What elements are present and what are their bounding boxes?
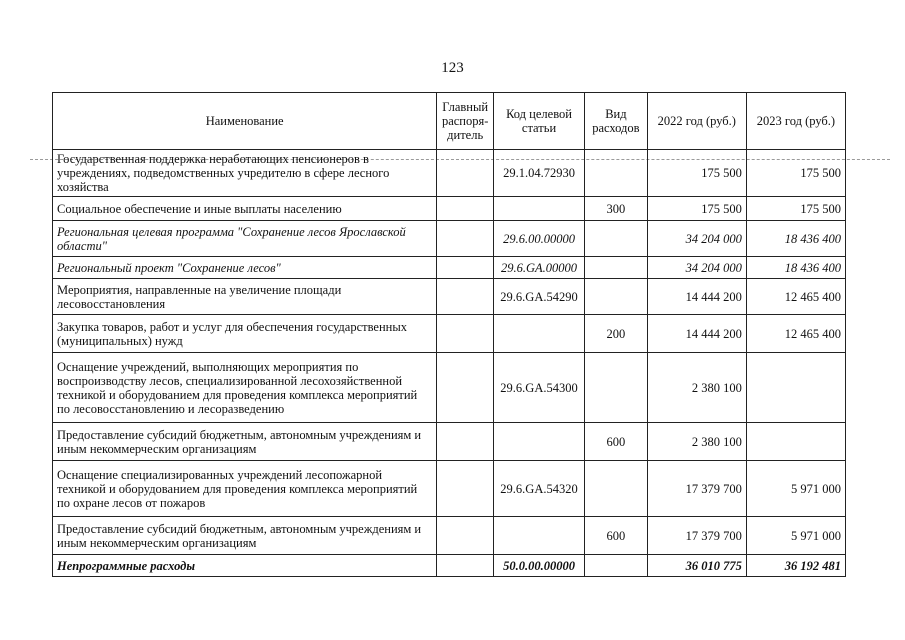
cell-code: 29.6.GA.54320 bbox=[494, 461, 585, 517]
cell-glavny bbox=[437, 423, 494, 461]
cell-y2023: 36 192 481 bbox=[746, 555, 845, 577]
cell-name: Предоставление субсидий бюджетным, автономным учреждениям и иным некоммерческим организациям bbox=[53, 517, 437, 555]
table-row bbox=[53, 555, 846, 577]
table-row bbox=[53, 279, 846, 315]
table-row bbox=[53, 461, 846, 517]
cell-y2023 bbox=[746, 423, 845, 461]
cell-name: Мероприятия, направленные на увеличение площади лесовосстановления bbox=[53, 279, 437, 315]
cell-name: Государственная поддержка неработающих пенсионеров в учреждениях, подведомственных учредителю в сфере лесного хозяйства bbox=[53, 150, 437, 197]
cell-y2023: 175 500 bbox=[746, 150, 845, 197]
cell-name: Закупка товаров, работ и услуг для обеспечения государственных (муниципальных) нужд bbox=[53, 315, 437, 353]
table-row bbox=[53, 197, 846, 221]
cell-y2022: 14 444 200 bbox=[647, 279, 746, 315]
cell-name: Оснащение учреждений, выполняющих мероприятия по воспроизводству лесов, специализированной лесохозяйственной техникой и оборудованием для проведения комплекса мероприятий по лесовосстановлению и лесоразведению bbox=[53, 353, 437, 423]
cell-vid: 200 bbox=[585, 315, 648, 353]
table-body bbox=[53, 150, 846, 577]
cell-glavny bbox=[437, 221, 494, 257]
header-2022: 2022 год (руб.) bbox=[647, 93, 746, 150]
table-row bbox=[53, 423, 846, 461]
cell-y2022: 17 379 700 bbox=[647, 461, 746, 517]
cell-name: Оснащение специализированных учреждений лесопожарной техникой и оборудованием для проведения комплекса мероприятий по охране лесов от пожаров bbox=[53, 461, 437, 517]
cell-glavny bbox=[437, 555, 494, 577]
table-row bbox=[53, 257, 846, 279]
cell-y2023: 18 436 400 bbox=[746, 257, 845, 279]
cell-vid bbox=[585, 257, 648, 279]
cell-glavny bbox=[437, 353, 494, 423]
cell-y2023: 175 500 bbox=[746, 197, 845, 221]
cell-vid: 600 bbox=[585, 517, 648, 555]
cell-vid bbox=[585, 353, 648, 423]
cell-code: 29.6.GA.54300 bbox=[494, 353, 585, 423]
cell-y2023 bbox=[746, 353, 845, 423]
cell-y2022: 2 380 100 bbox=[647, 423, 746, 461]
header-glavny: Главный распоря-дитель bbox=[437, 93, 494, 150]
cell-y2023: 5 971 000 bbox=[746, 517, 845, 555]
cell-name: Непрограммные расходы bbox=[53, 555, 437, 577]
cell-glavny bbox=[437, 257, 494, 279]
cell-vid bbox=[585, 150, 648, 197]
cell-y2023: 5 971 000 bbox=[746, 461, 845, 517]
cell-glavny bbox=[437, 461, 494, 517]
cell-vid: 300 bbox=[585, 197, 648, 221]
cell-code bbox=[494, 197, 585, 221]
cell-code: 29.6.GA.54290 bbox=[494, 279, 585, 315]
table-row bbox=[53, 353, 846, 423]
cell-name: Региональная целевая программа "Сохранение лесов Ярославской области" bbox=[53, 221, 437, 257]
header-2023: 2023 год (руб.) bbox=[746, 93, 845, 150]
cell-code bbox=[494, 315, 585, 353]
cell-glavny bbox=[437, 279, 494, 315]
cell-glavny bbox=[437, 315, 494, 353]
header-name: Наименование bbox=[53, 93, 437, 150]
cell-name: Предоставление субсидий бюджетным, автономным учреждениям и иным некоммерческим организациям bbox=[53, 423, 437, 461]
cell-y2022: 36 010 775 bbox=[647, 555, 746, 577]
cell-code: 29.6.00.00000 bbox=[494, 221, 585, 257]
table-row bbox=[53, 315, 846, 353]
table-row bbox=[53, 221, 846, 257]
cell-y2022: 34 204 000 bbox=[647, 221, 746, 257]
cell-code bbox=[494, 517, 585, 555]
cell-code: 50.0.00.00000 bbox=[494, 555, 585, 577]
cell-vid bbox=[585, 279, 648, 315]
table-row bbox=[53, 517, 846, 555]
cell-y2023: 12 465 400 bbox=[746, 279, 845, 315]
cell-y2022: 14 444 200 bbox=[647, 315, 746, 353]
cell-name: Региональный проект "Сохранение лесов" bbox=[53, 257, 437, 279]
cell-vid bbox=[585, 555, 648, 577]
cell-code bbox=[494, 423, 585, 461]
cell-y2023: 18 436 400 bbox=[746, 221, 845, 257]
table-row bbox=[53, 150, 846, 197]
cell-y2022: 17 379 700 bbox=[647, 517, 746, 555]
header-code: Код целевой статьи bbox=[494, 93, 585, 150]
cell-glavny bbox=[437, 197, 494, 221]
header-vid: Вид расходов bbox=[585, 93, 648, 150]
cell-glavny bbox=[437, 517, 494, 555]
cell-vid bbox=[585, 461, 648, 517]
cell-code: 29.1.04.72930 bbox=[494, 150, 585, 197]
cell-name: Социальное обеспечение и иные выплаты населению bbox=[53, 197, 437, 221]
cell-y2022: 34 204 000 bbox=[647, 257, 746, 279]
cell-code: 29.6.GA.00000 bbox=[494, 257, 585, 279]
cell-y2022: 2 380 100 bbox=[647, 353, 746, 423]
cell-y2023: 12 465 400 bbox=[746, 315, 845, 353]
cell-y2022: 175 500 bbox=[647, 197, 746, 221]
cell-vid bbox=[585, 221, 648, 257]
page-number: 123 bbox=[441, 60, 464, 76]
cell-vid: 600 bbox=[585, 423, 648, 461]
cell-y2022: 175 500 bbox=[647, 150, 746, 197]
table-header-row bbox=[53, 93, 846, 150]
cell-glavny bbox=[437, 150, 494, 197]
budget-table bbox=[52, 92, 846, 577]
